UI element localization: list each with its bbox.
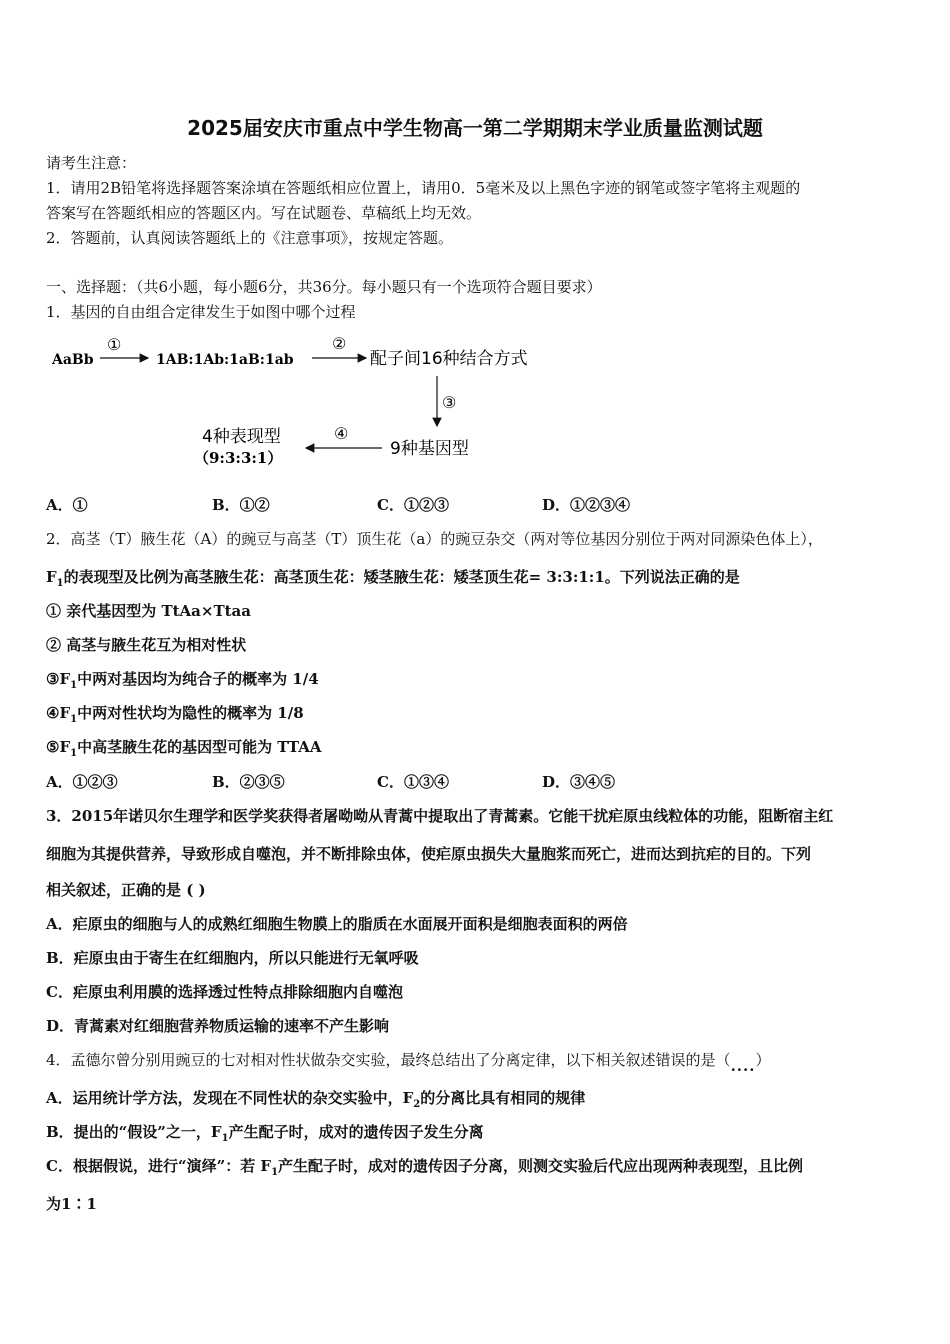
q3-option-b[interactable]: B．疟原虫由于寄生在红细胞内，所以只能进行无氧呼吸	[46, 949, 419, 967]
q3-option-d[interactable]: D．青蒿素对红细胞营养物质运输的速率不产生影响	[46, 1017, 390, 1035]
diagram-gametes: 1AB:1Ab:1aB:1ab	[156, 352, 294, 368]
q1-flow-diagram	[50, 330, 550, 470]
q1-option-a[interactable]: A．①	[46, 496, 88, 514]
q3-stem-line-2: 细胞为其提供营养，导致形成自噬泡，并不断排除虫体，使疟原虫损失大量胞浆而死亡，进而达到抗疟的目的。下列	[46, 845, 812, 863]
notice-line-1: 1．请用2B铅笔将选择题答案涂填在答题纸相应位置上，请用0．5毫米及以上黑色字迹的钢笔或签字笔将主观题的	[46, 179, 801, 197]
q2-stem-line-2: $F_1$的表现型及比例为高茎腋生花：高茎顶生花：矮茎腋生花：矮茎顶生花= 3:3:1:1。下列说法正确的是	[46, 568, 740, 589]
q3-option-a[interactable]: A．疟原虫的细胞与人的成熟红细胞生物膜上的脂质在水面展开面积是细胞表面积的两倍	[46, 915, 628, 933]
q2-option-c[interactable]: C．①③④	[377, 773, 449, 791]
q2-option-d[interactable]: D．③④⑤	[542, 773, 616, 791]
diagram-ratio: （9:3:3:1）	[194, 449, 283, 467]
q2-option-a[interactable]: A．①②③	[46, 773, 118, 791]
q1-option-b[interactable]: B．①②	[212, 496, 270, 514]
q2-option-b[interactable]: B．②③⑤	[212, 773, 285, 791]
q2-stem-line-1: 2．高茎（T）腋生花（A）的豌豆与高茎（T）顶生花（a）的豌豆杂交（两对等位基因分别位于两对同源染色体上），	[46, 530, 823, 548]
diagram-start: AaBb	[52, 352, 94, 368]
step-1-label: ①	[107, 335, 122, 354]
q4-option-a[interactable]: A．运用统计学方法，发现在不同性状的杂交实验中，$F_2$的分离比具有相同的规律	[46, 1089, 586, 1110]
section-header: 一、选择题：（共6小题，每小题6分，共36分。每小题只有一个选项符合题目要求）	[46, 278, 602, 296]
notice-heading: 请考生注意：	[46, 154, 137, 172]
q4-option-b[interactable]: B．提出的“假设”之一，$F_1$产生配子时，成对的遗传因子发生分离	[46, 1123, 484, 1144]
q2-item-2: ② 高茎与腋生花互为相对性状	[46, 636, 247, 654]
diagram-phenotypes: 4种表现型	[202, 427, 281, 447]
q2-item-4: $④F_1$中两对性状均为隐性的概率为 1/8	[46, 704, 304, 725]
q2-item-3: $③F_1$中两对基因均为纯合子的概率为 1/4	[46, 670, 319, 691]
q3-option-c[interactable]: C．疟原虫利用膜的选择透过性特点排除细胞内自噬泡	[46, 983, 403, 1001]
notice-line-2: 答案写在答题纸相应的答题区内。写在试题卷、草稿纸上均无效。	[46, 204, 482, 222]
diagram-combos: 配子间16种结合方式	[370, 349, 528, 369]
q3-stem-line-1: 3．2015年诺贝尔生理学和医学奖获得者屠呦呦从青蒿中提取出了青蒿素。它能干扰疟原虫线粒体的功能，阻断宿主红	[46, 807, 834, 825]
q1-option-d[interactable]: D．①②③④	[542, 496, 631, 514]
q2-item-1: ① 亲代基因型为 TtAa×Ttaa	[46, 602, 251, 620]
step-3-label: ③	[442, 393, 457, 412]
q1-option-c[interactable]: C．①②③	[377, 496, 449, 514]
diagram-genotypes: 9种基因型	[390, 439, 469, 459]
q4-option-c-line-1[interactable]: C．根据假说，进行“演绎”：若 $F_1$产生配子时，成对的遗传因子分离，则测交实验后代应出现两种表现型，且比例	[46, 1157, 804, 1178]
q1-stem: 1．基因的自由组合定律发生于如图中哪个过程	[46, 303, 356, 321]
q4-stem: 4．孟德尔曾分别用豌豆的七对相对性状做杂交实验，最终总结出了分离定律，以下相关叙述错误的是（....）	[46, 1051, 771, 1075]
page-title: 2025届安庆市重点中学生物高一第二学期期末学业质量监测试题	[187, 116, 763, 140]
q3-stem-line-3: 相关叙述，正确的是 ( )	[46, 881, 206, 899]
step-4-label: ④	[334, 424, 349, 443]
step-2-label: ②	[332, 334, 347, 353]
q4-option-c-line-2: 为1∶1	[46, 1195, 97, 1213]
notice-line-3: 2．答题前，认真阅读答题纸上的《注意事项》，按规定答题。	[46, 229, 454, 247]
q2-item-5: $⑤F_1$中高茎腋生花的基因型可能为 TTAA	[46, 738, 322, 759]
